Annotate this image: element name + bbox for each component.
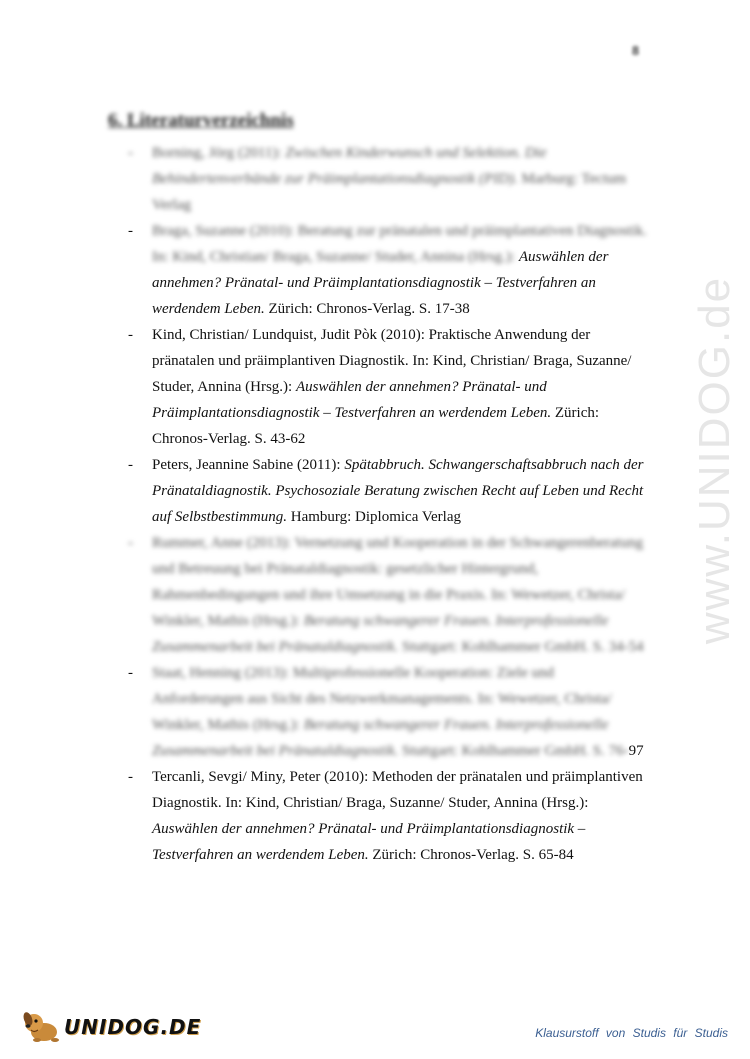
footer-slogan: Klausurstoff von Studis für Studis xyxy=(535,1026,728,1040)
dog-mascot-icon xyxy=(22,1010,62,1044)
reference-text: Stuttgart: Kohlhammer GmbH. S. 34-54 xyxy=(398,639,644,655)
bullet-dash: - xyxy=(128,665,133,681)
bullet-dash: - xyxy=(128,145,133,161)
bullet-dash: - xyxy=(128,327,133,343)
footer-logo-text: UNIDOG.DE xyxy=(64,1015,202,1039)
reference-text: Zürich: Chronos-Verlag. S. 17-38 xyxy=(264,301,470,317)
reference-item xyxy=(108,530,648,660)
reference-item xyxy=(108,322,648,452)
bullet-dash: - xyxy=(128,457,133,473)
reference-text: Peters, Jeannine Sabine (2011): xyxy=(152,457,345,473)
reference-text: Zürich: Chronos-Verlag. S. 65-84 xyxy=(368,847,574,863)
reference-title: Zwischen Kinderwunsch und Selektion. Die Behindertenverbände zur Präimplantationsdiagnostik (PID). xyxy=(152,145,547,187)
reference-list xyxy=(108,140,648,868)
reference-title: Spätabbruch. Schwangerschaftsabbruch nach der Pränataldiagnostik. Psychosoziale Beratung zwischen Recht auf Leben und Recht auf Selbstbestimmung. xyxy=(152,457,644,525)
reference-text: Tercanli, Sevgi/ Miny, Peter (2010): Methoden der pränatalen und präimplantiven Diagnostik. In: Kind, Christian/ Braga, Suzanne/ Studer, Annina (Hrsg.): xyxy=(152,769,643,811)
reference-item xyxy=(108,140,648,218)
reference-text: Braga, Suzanne (2010): Beratung zur pränatalen und präimplantativen Diagnostik. In: Kind, Christian/ Braga, Suzanne/ Studer, Annina (Hrsg.): xyxy=(152,223,647,265)
reference-text: Hamburg: Diplomica Verlag xyxy=(287,509,461,525)
page-number: 8 xyxy=(632,44,639,59)
reference-text: 97 xyxy=(628,743,644,759)
reference-text: Borning, Jörg (2011): xyxy=(152,145,286,161)
reference-text: Stuttgart: Kohlhammer GmbH. S. 76- xyxy=(398,743,629,759)
bullet-dash: - xyxy=(128,223,133,239)
footer-logo[interactable] xyxy=(22,1010,201,1044)
reference-text: Zürich: Chronos-Verlag. S. 43-62 xyxy=(152,405,600,447)
watermark: www.UNIDOG.de xyxy=(690,275,739,645)
bullet-dash: - xyxy=(128,535,133,551)
reference-item xyxy=(108,764,648,868)
reference-item xyxy=(108,660,648,764)
reference-title: Auswählen der annehmen? Pränatal- und Präimplantationsdiagnostik – Testverfahren an werdendem Leben. xyxy=(152,249,609,317)
reference-title: Auswählen der annehmen? Pränatal- und Präimplantationsdiagnostik – Testverfahren an werdendem Leben. xyxy=(152,379,552,421)
reference-text: Staat, Henning (2013): Multiprofessionelle Kooperation: Ziele und Anforderungen aus Sicht des Netzwerkmanagements. In: Wewetzer, Christa/ Winkler, Mathis (Hrsg.): xyxy=(152,665,612,733)
reference-text: Rummer, Anne (2013): Vernetzung und Kooperation in der Schwangerenberatung und Betreuung bei Pränataldiagnostik: gesetzlicher Hintergrund, Rahmenbedingungen und ihre Umsetzung in die Praxis. In: Wewetzer, Christa/ Winkler, Mathis (Hrsg.): xyxy=(152,535,644,629)
reference-title: Auswählen der annehmen? Pränatal- und Präimplantationsdiagnostik – Testverfahren an werdendem Leben. xyxy=(152,821,586,863)
reference-text: Marburg: Tectum Verlag xyxy=(152,171,627,213)
reference-item xyxy=(108,218,648,322)
section-heading: 6. Literaturverzeichnis xyxy=(108,110,294,131)
reference-item xyxy=(108,452,648,530)
reference-text: Kind, Christian/ Lundquist, Judit Pòk (2010): Praktische Anwendung der pränatalen und präimplantiven Diagnostik. In: Kind, Christian/ Braga, Suzanne/ Studer, Annina (Hrsg.): xyxy=(152,327,632,395)
reference-title: Beratung schwangerer Frauen. Interprofessionelle Zusammenarbeit bei Pränataldiagnostik. xyxy=(152,613,609,655)
reference-title: Beratung schwangerer Frauen. Interprofessionelle Zusammenarbeit bei Pränataldiagnostik. xyxy=(152,717,609,759)
bullet-dash: - xyxy=(128,769,133,785)
